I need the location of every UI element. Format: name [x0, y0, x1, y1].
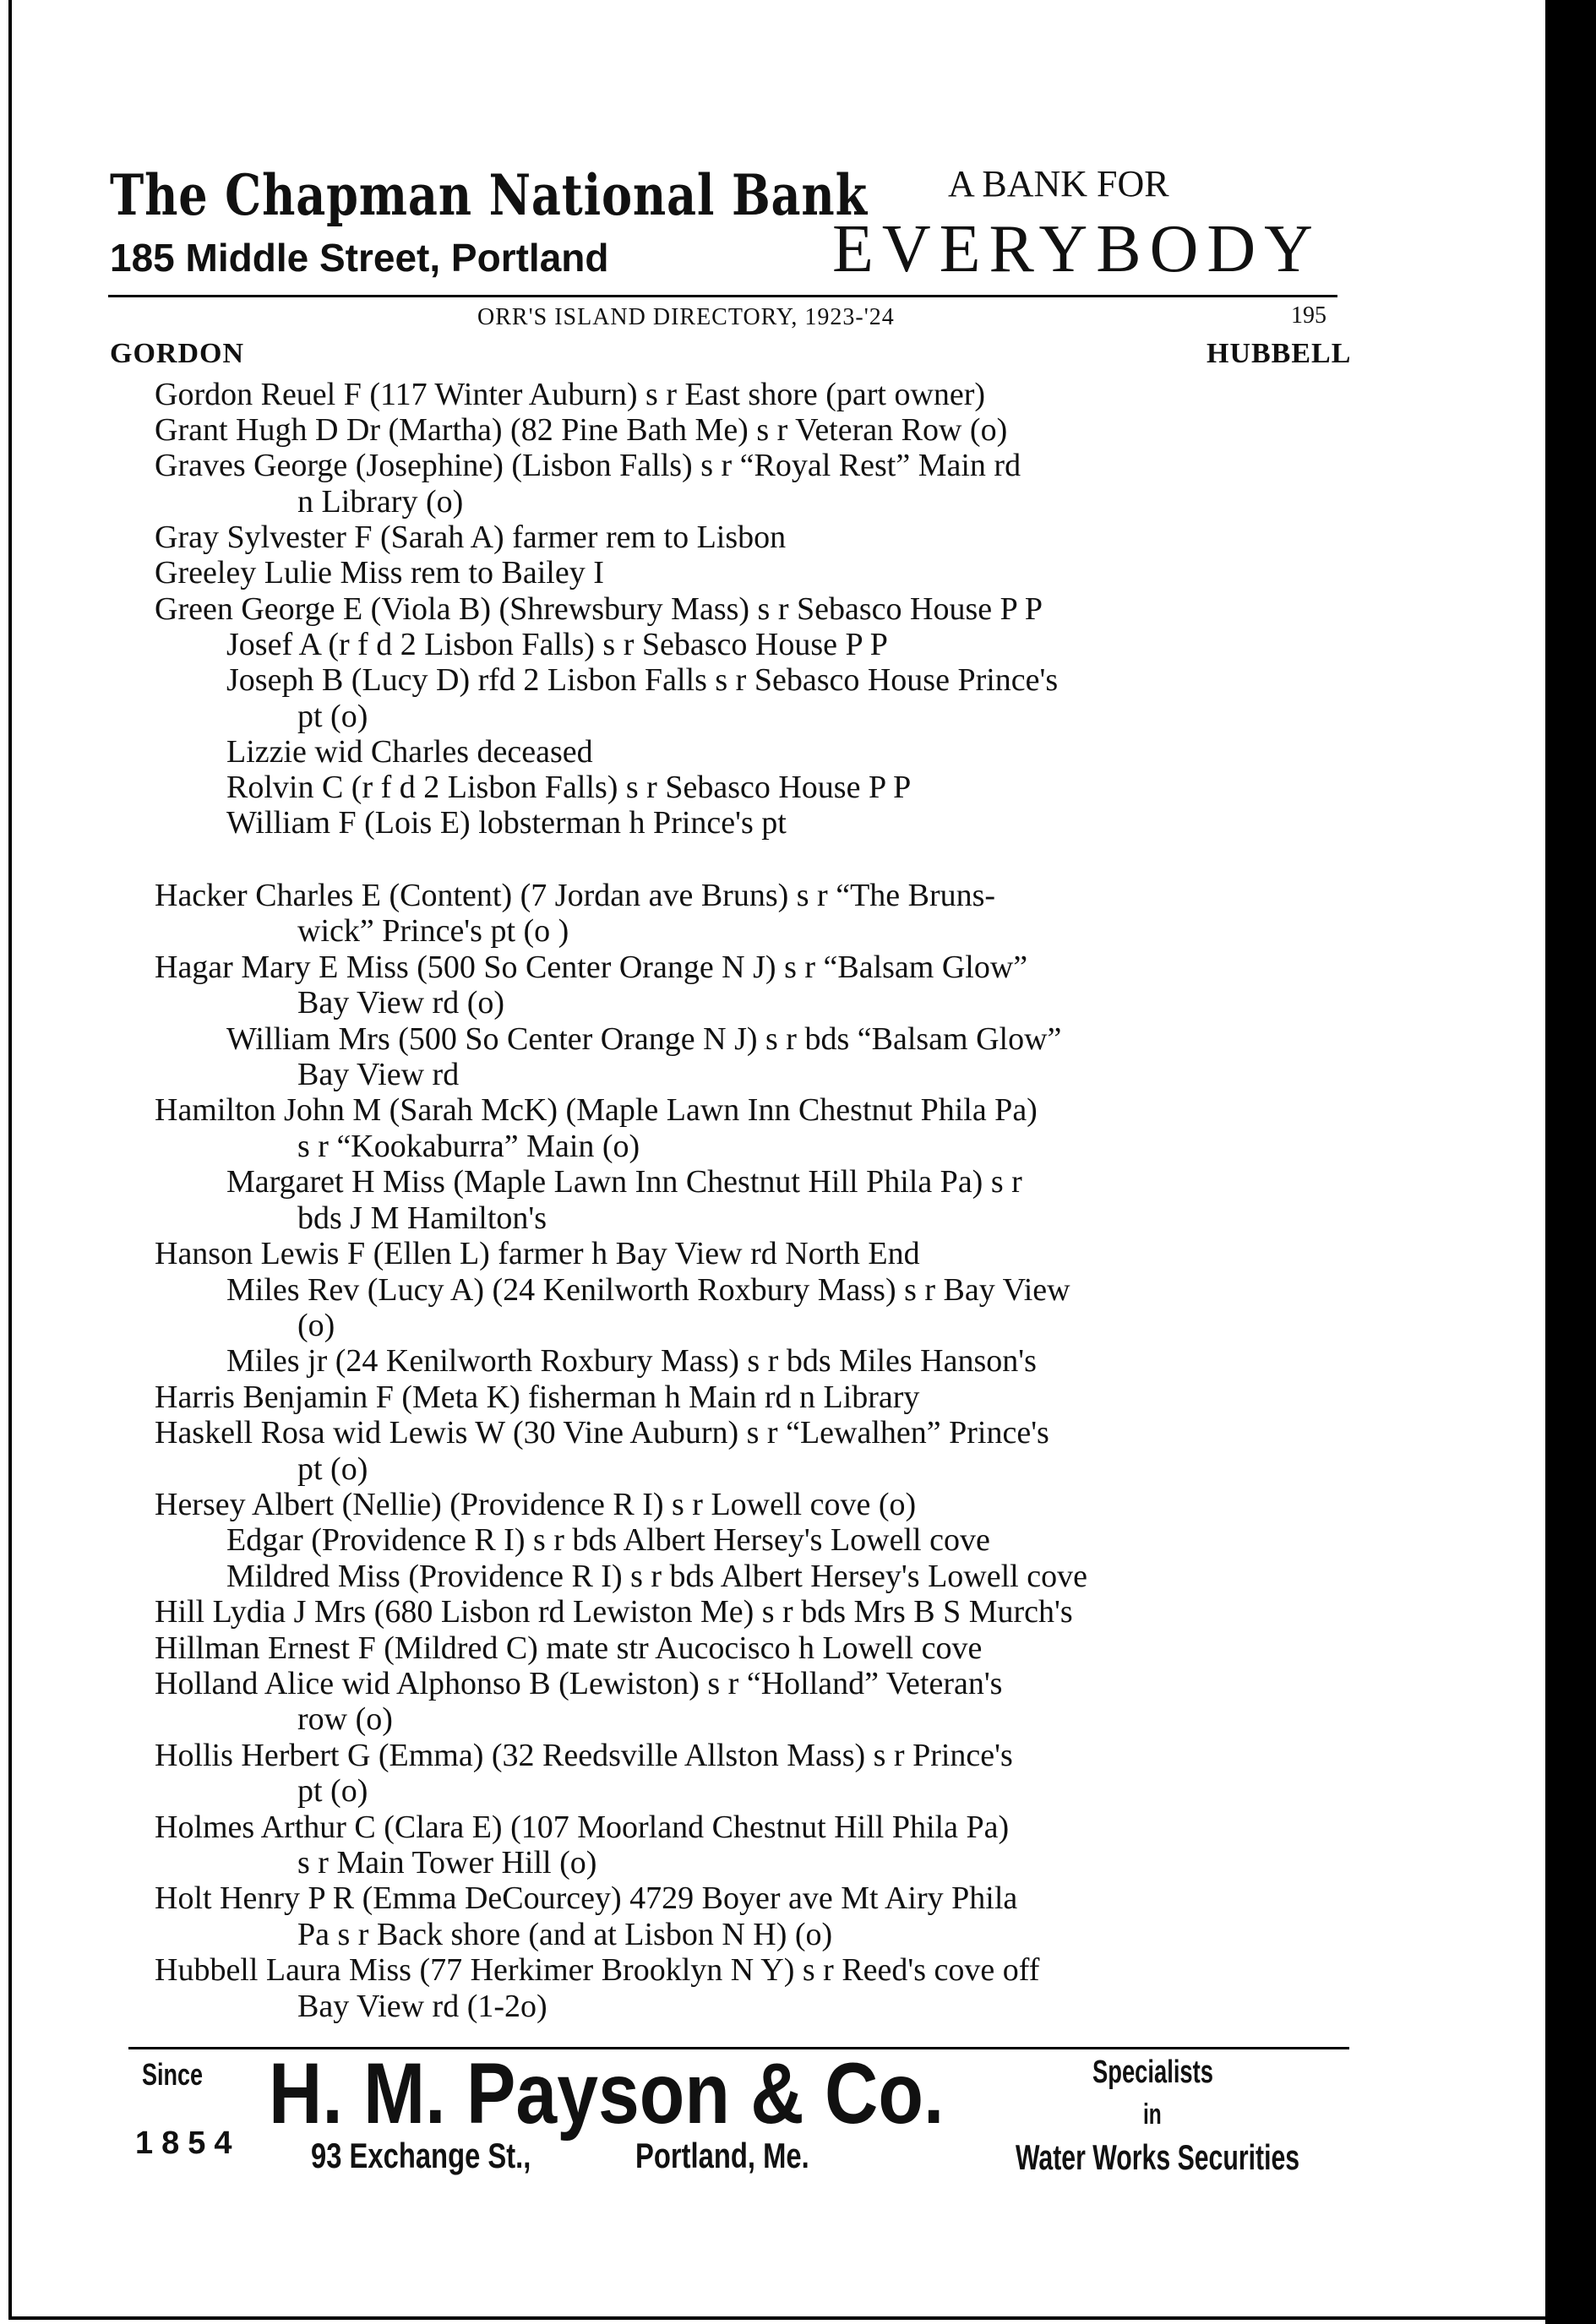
directory-entry-continuation: Miles Rev (Lucy A) (24 Kenilworth Roxbury Mass) s r Bay View [226, 1272, 1070, 1308]
bank-tagline-small: A BANK FOR [948, 163, 1169, 204]
directory-entry: Hillman Ernest F (Mildred C) mate str Aucocisco h Lowell cove [155, 1630, 983, 1666]
directory-entry: Greeley Lulie Miss rem to Bailey I [155, 555, 604, 591]
company-street: 93 Exchange St., [311, 2136, 531, 2175]
directory-entry-continuation: row (o) [297, 1701, 393, 1737]
since-year: 1854 [135, 2125, 241, 2161]
page-number: 195 [1291, 302, 1326, 329]
directory-entry-continuation: Lizzie wid Charles deceased [226, 734, 593, 770]
directory-entry: Hollis Herbert G (Emma) (32 Reedsville Allston Mass) s r Prince's [155, 1738, 1013, 1773]
directory-entry-continuation: Josef A (r f d 2 Lisbon Falls) s r Sebasco House P P [226, 627, 888, 662]
directory-entry: Holt Henry P R (Emma DeCourcey) 4729 Boyer ave Mt Airy Phila [155, 1880, 1018, 1916]
directory-entry-continuation: pt (o) [297, 699, 368, 734]
directory-entry-continuation: Edgar (Providence R I) s r bds Albert Hersey's Lowell cove [226, 1522, 990, 1558]
company-city: Portland, Me. [635, 2136, 809, 2175]
directory-entry-continuation: s r Main Tower Hill (o) [297, 1845, 597, 1880]
directory-entry: Grant Hugh D Dr (Martha) (82 Pine Bath Me) s r Veteran Row (o) [155, 412, 1008, 448]
directory-entry-continuation: William F (Lois E) lobsterman h Prince's pt [226, 805, 787, 841]
directory-entry-continuation: pt (o) [297, 1773, 368, 1809]
directory-entry: Hagar Mary E Miss (500 So Center Orange N J) s r “Balsam Glow” [155, 950, 1028, 985]
directory-entry: Hubbell Laura Miss (77 Herkimer Brooklyn N Y) s r Reed's cove off [155, 1952, 1040, 1988]
directory-entry-continuation: Bay View rd [297, 1057, 460, 1092]
directory-entry-continuation: n Library (o) [297, 484, 464, 520]
directory-entry-continuation: Rolvin C (r f d 2 Lisbon Falls) s r Sebasco House P P [226, 770, 912, 805]
directory-entry-continuation: Pa s r Back shore (and at Lisbon N H) (o) [297, 1917, 833, 1952]
since-label: Since [142, 2057, 204, 2092]
directory-entry-continuation: Joseph B (Lucy D) rfd 2 Lisbon Falls s r Sebasco House Prince's [226, 662, 1059, 698]
directory-entry-continuation: Margaret H Miss (Maple Lawn Inn Chestnut Hill Phila Pa) s r [226, 1164, 1022, 1200]
directory-entry: Green George E (Viola B) (Shrewsbury Mass) s r Sebasco House P P [155, 591, 1043, 627]
directory-entry-continuation: wick” Prince's pt (o ) [297, 913, 569, 949]
directory-entry-continuation: William Mrs (500 So Center Orange N J) s r bds “Balsam Glow” [226, 1021, 1062, 1057]
bank-name: The Chapman National Bank [110, 162, 868, 228]
directory-entry: Hill Lydia J Mrs (680 Lisbon rd Lewiston Me) s r bds Mrs B S Murch's [155, 1594, 1073, 1630]
directory-entry: Harris Benjamin F (Meta K) fisherman h Main rd n Library [155, 1380, 920, 1415]
specialty-line-1: Specialists [1092, 2055, 1213, 2090]
directory-entry-continuation: Miles jr (24 Kenilworth Roxbury Mass) s r bds Miles Hanson's [226, 1343, 1037, 1379]
directory-entry: Gray Sylvester F (Sarah A) farmer rem to Lisbon [155, 520, 787, 555]
directory-entry: Graves George (Josephine) (Lisbon Falls) s r “Royal Rest” Main rd [155, 448, 1021, 483]
directory-entry: Haskell Rosa wid Lewis W (30 Vine Auburn) s r “Lewalhen” Prince's [155, 1415, 1049, 1450]
directory-entry-continuation: Bay View rd (1-2o) [297, 1989, 547, 2024]
directory-entry: Holmes Arthur C (Clara E) (107 Moorland Chestnut Hill Phila Pa) [155, 1810, 1010, 1845]
directory-title: ORR'S ISLAND DIRECTORY, 1923-'24 [477, 304, 895, 330]
guide-word-left: GORDON [110, 338, 244, 369]
company-name: H. M. Payson & Co. [269, 2045, 945, 2142]
directory-entry-continuation: s r “Kookaburra” Main (o) [297, 1129, 640, 1164]
scan-edge [1545, 0, 1596, 2324]
directory-entry-continuation: (o) [297, 1308, 335, 1343]
directory-entry: Gordon Reuel F (117 Winter Auburn) s r East shore (part owner) [155, 377, 986, 412]
directory-entry: Hanson Lewis F (Ellen L) farmer h Bay View rd North End [155, 1236, 920, 1271]
header-rule [108, 295, 1337, 297]
directory-entry-continuation: pt (o) [297, 1451, 368, 1487]
directory-entry-continuation: Bay View rd (o) [297, 985, 505, 1020]
directory-entry: Hersey Albert (Nellie) (Providence R I) s r Lowell cove (o) [155, 1487, 917, 1522]
directory-entry-continuation: Mildred Miss (Providence R I) s r bds Albert Hersey's Lowell cove [226, 1559, 1087, 1594]
bank-address: 185 Middle Street, Portland [110, 236, 609, 280]
directory-entry-continuation: bds J M Hamilton's [297, 1200, 547, 1236]
guide-word-right: HUBBELL [1207, 338, 1352, 369]
directory-entry: Holland Alice wid Alphonso B (Lewiston) s r “Holland” Veteran's [155, 1666, 1003, 1701]
specialty-line-3: Water Works Securities [1016, 2137, 1300, 2177]
bank-tagline-large: EVERYBODY [832, 212, 1321, 286]
directory-entry: Hamilton John M (Sarah McK) (Maple Lawn Inn Chestnut Phila Pa) [155, 1092, 1038, 1128]
specialty-line-2: in [1143, 2098, 1162, 2131]
directory-entry: Hacker Charles E (Content) (7 Jordan ave Bruns) s r “The Bruns- [155, 878, 996, 913]
